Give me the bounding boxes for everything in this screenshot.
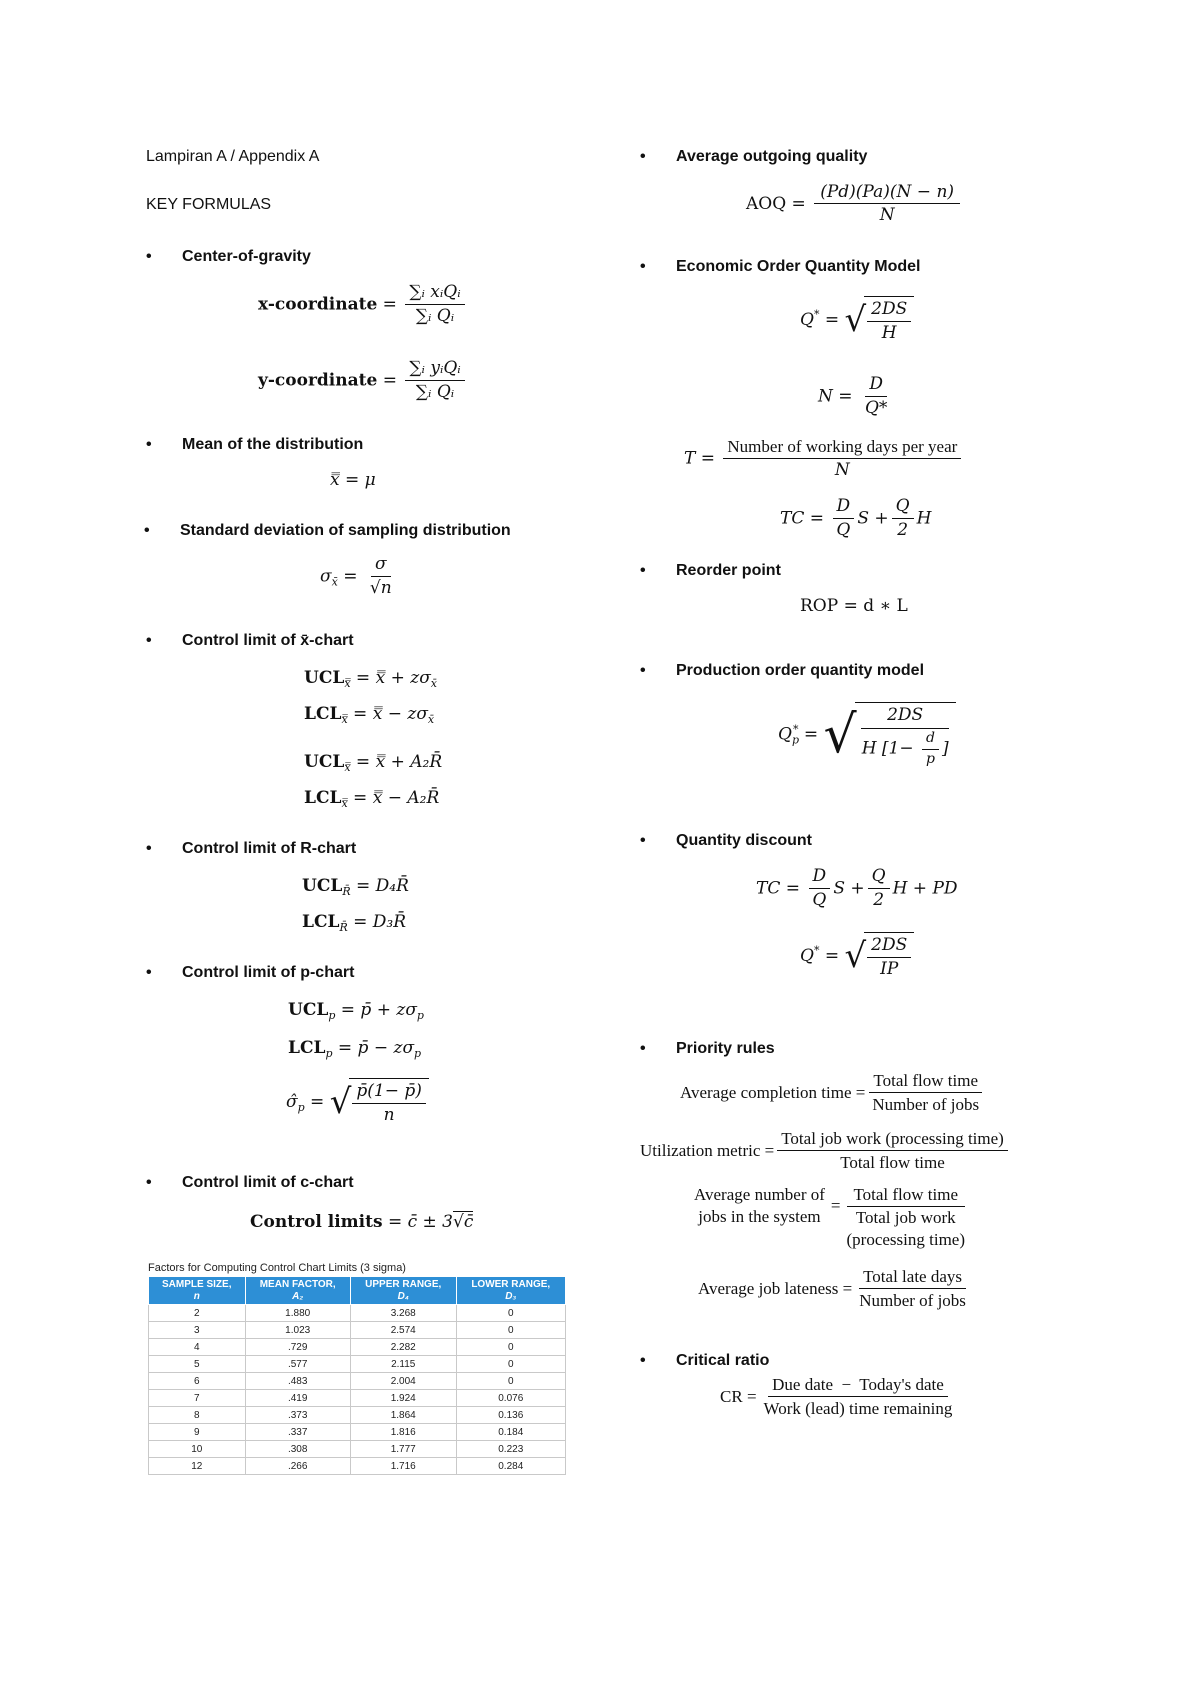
rchart-ucl: $UCL_{R̄}$ = D₄R̄ — [302, 876, 409, 898]
factors-table — [148, 1276, 566, 1475]
table-cell: .266 — [245, 1458, 350, 1475]
page-title: KEY FORMULAS — [146, 196, 272, 213]
table-cell: .483 — [245, 1373, 350, 1390]
table-cell: 8 — [149, 1407, 246, 1424]
factors-header-3: LOWER RANGE, D₃ — [456, 1277, 565, 1305]
table-cell: 9 — [149, 1424, 246, 1441]
table-row — [149, 1305, 566, 1322]
table-cell: 2.282 — [350, 1339, 456, 1356]
rchart-heading: • Control limit of R-chart — [182, 840, 356, 858]
table-cell: 1.924 — [350, 1390, 456, 1407]
table-row — [149, 1424, 566, 1441]
priority-rule-2: Utilization metric = $\frac{\text{Total job work (processing time)}}{\text{Total flow time}}$ — [640, 1128, 1011, 1174]
eoq-n-formula: N = $\frac{D}{Q*}$ — [818, 374, 888, 419]
qd-heading: • Quantity discount — [676, 832, 812, 850]
priority-rule-3: Average number of jobs in the system = Total flow time Total job work (processing time) — [694, 1185, 965, 1250]
factors-header-1: MEAN FACTOR, A₂ — [245, 1277, 350, 1305]
xchart-ucl-1: $UCL_{x̿}$ = x̿ + $z\sigma_{x̄}$ — [304, 668, 438, 690]
aoq-den: N — [879, 205, 895, 226]
table-cell: .729 — [245, 1339, 350, 1356]
qd-q-formula: Q* = √ $\frac{2DS}{IP}$ — [800, 932, 914, 981]
sd-lhs: σ — [320, 566, 332, 587]
cog-y-den: ∑ᵢ Qᵢ — [415, 382, 455, 403]
cr-heading: • Critical ratio — [676, 1352, 769, 1370]
priority-heading: • Priority rules — [676, 1040, 775, 1058]
table-cell: 7 — [149, 1390, 246, 1407]
poq-formula: $Q_p^*$ = √ 2DS H [1− $\frac{d}{p}$ ] — [778, 702, 956, 768]
table-cell: 0 — [456, 1373, 565, 1390]
table-cell: 1.716 — [350, 1458, 456, 1475]
table-cell: 1.816 — [350, 1424, 456, 1441]
factors-header-0: SAMPLE SIZE, n — [149, 1277, 246, 1305]
table-cell: 0.223 — [456, 1441, 565, 1458]
sd-formula: $\sigma_{x̄}$ = $\frac{\sigma}{√n}$ — [320, 554, 392, 599]
table-row — [149, 1407, 566, 1424]
table-cell: .373 — [245, 1407, 350, 1424]
cog-x-label: x-coordinate — [258, 294, 378, 315]
table-cell: 0 — [456, 1322, 565, 1339]
table-cell: 12 — [149, 1458, 246, 1475]
mean-formula: x̿ = μ — [330, 470, 376, 490]
poq-heading: • Production order quantity model — [676, 662, 924, 680]
sd-heading: • Standard deviation of sampling distribution — [180, 522, 511, 540]
table-cell: 0.184 — [456, 1424, 565, 1441]
xchart-lcl-2: $LCL_{x̿}$ = x̿ − A₂R̄ — [304, 788, 440, 810]
priority-rule-1: Average completion time = $\frac{\text{Total flow time}}{\text{Number of jobs}}$ — [680, 1070, 986, 1116]
aoq-heading: • Average outgoing quality — [676, 148, 867, 166]
cog-x-den: ∑ᵢ Qᵢ — [415, 306, 455, 327]
aoq-formula: AOQ = $\frac{(Pd)(Pa)(N - n)}{N}$ — [746, 182, 963, 227]
table-row — [149, 1322, 566, 1339]
pchart-sigma-num: p̄(1− p̄) — [352, 1081, 426, 1104]
xchart-heading: • Control limit of x̄-chart — [182, 632, 354, 650]
table-cell: .577 — [245, 1356, 350, 1373]
xchart-lcl-1: $LCL_{x̿}$ = x̿ − $z\sigma_{x̄}$ — [304, 704, 435, 726]
eoq-q-formula: Q* = √ $\frac{2DS}{H}$ — [800, 296, 914, 345]
table-cell: .308 — [245, 1441, 350, 1458]
cchart-formula: Control limits = c̄ ± 3√c̄ — [250, 1212, 474, 1232]
table-cell: 0.076 — [456, 1390, 565, 1407]
table-cell: 2.115 — [350, 1356, 456, 1373]
pchart-sigma-den: n — [383, 1105, 395, 1126]
aoq-lhs: AOQ — [746, 193, 787, 214]
table-cell: 0 — [456, 1356, 565, 1373]
cchart-lhs: Control limits — [250, 1212, 383, 1232]
table-cell: 3.268 — [350, 1305, 456, 1322]
table-row — [149, 1356, 566, 1373]
table-cell: 0 — [456, 1305, 565, 1322]
aoq-num: (Pd)(Pa)(N − n) — [814, 182, 960, 204]
xchart-ucl-2: $UCL_{x̿}$ = x̿ + A₂R̄ — [304, 752, 443, 774]
rchart-lcl: $LCL_{R̄}$ = D₃R̄ — [302, 912, 407, 934]
rop-formula: ROP = d ∗ L — [800, 596, 908, 616]
table-cell: 0.284 — [456, 1458, 565, 1475]
eoq-t-num: Number of working days per year — [723, 436, 961, 459]
table-cell: 1.777 — [350, 1441, 456, 1458]
cchart-heading: • Control limit of c-chart — [182, 1174, 354, 1192]
table-cell: 1.864 — [350, 1407, 456, 1424]
cr-formula: CR = $\frac{\text{Due date − Today's date}}{\text{Work (lead) time remaining}}$ — [720, 1375, 953, 1419]
table-cell: 1.023 — [245, 1322, 350, 1339]
cog-y-label: y-coordinate — [258, 370, 378, 391]
appendix-label: Lampiran A / Appendix A — [146, 148, 320, 165]
table-row — [149, 1390, 566, 1407]
table-cell: 4 — [149, 1339, 246, 1356]
cog-y-formula: y-coordinate = $\frac{\text{∑ᵢ yᵢQᵢ}}{\text{∑ᵢ Qᵢ}}$ — [258, 358, 468, 404]
table-cell: .337 — [245, 1424, 350, 1441]
factors-header-2: UPPER RANGE, D₄ — [350, 1277, 456, 1305]
table-row — [149, 1458, 566, 1475]
pchart-sigma: $\sigmâ_p$ = √ $\frac{p̄(1- p̄)}{n}$ — [286, 1078, 429, 1127]
eoq-heading: • Economic Order Quantity Model — [676, 258, 920, 276]
eoq-t-formula: T = $\frac{\text{Number of working days per year}}{N}$ — [684, 436, 964, 482]
cog-x-num: ∑ᵢ xᵢQᵢ — [405, 282, 464, 305]
pchart-lcl: $LCL_p$ = p̄ − $z\sigma_p$ — [288, 1038, 422, 1060]
sd-den: n — [380, 578, 392, 599]
table-cell: 3 — [149, 1322, 246, 1339]
table-row — [149, 1441, 566, 1458]
table-cell: 2.004 — [350, 1373, 456, 1390]
table-cell: 2 — [149, 1305, 246, 1322]
cog-y-num: ∑ᵢ yᵢQᵢ — [405, 358, 464, 381]
pchart-ucl: $UCL_p$ = p̄ + $z\sigma_p$ — [288, 1000, 424, 1022]
table-cell: 5 — [149, 1356, 246, 1373]
eoq-tc-formula: TC = $\frac{D}{Q}$ S + $\frac{Q}{2}$ H — [780, 496, 932, 541]
cchart-rhs: c̄ ± 3 — [407, 1212, 453, 1232]
priority-rule-4: Average job lateness = $\frac{\text{Total late days}}{\text{Number of jobs}}$ — [698, 1267, 966, 1311]
table-cell: 10 — [149, 1441, 246, 1458]
table-cell: 6 — [149, 1373, 246, 1390]
qd-tc-formula: TC = $\frac{D}{Q}$ S + $\frac{Q}{2}$ H + PD — [756, 866, 958, 911]
cog-x-formula: x-coordinate = $\frac{\text{∑ᵢ xᵢQᵢ}}{\text{∑ᵢ Qᵢ}}$ — [258, 282, 468, 328]
table-row — [149, 1339, 566, 1356]
pchart-heading: • Control limit of p-chart — [182, 964, 354, 982]
eoq-t-den: N — [834, 460, 850, 481]
table-cell: 0.136 — [456, 1407, 565, 1424]
table-cell: 2.574 — [350, 1322, 456, 1339]
table-cell: .419 — [245, 1390, 350, 1407]
table-cell: 0 — [456, 1339, 565, 1356]
factors-table-block — [148, 1262, 566, 1475]
rop-heading: • Reorder point — [676, 562, 781, 580]
table-cell: 1.880 — [245, 1305, 350, 1322]
mean-heading: • Mean of the distribution — [182, 436, 363, 454]
factors-table-title: Factors for Computing Control Chart Limits (3 sigma) — [148, 1262, 406, 1274]
cog-heading: • Center-of-gravity — [182, 248, 311, 266]
table-row — [149, 1373, 566, 1390]
sd-num: σ — [371, 554, 391, 577]
